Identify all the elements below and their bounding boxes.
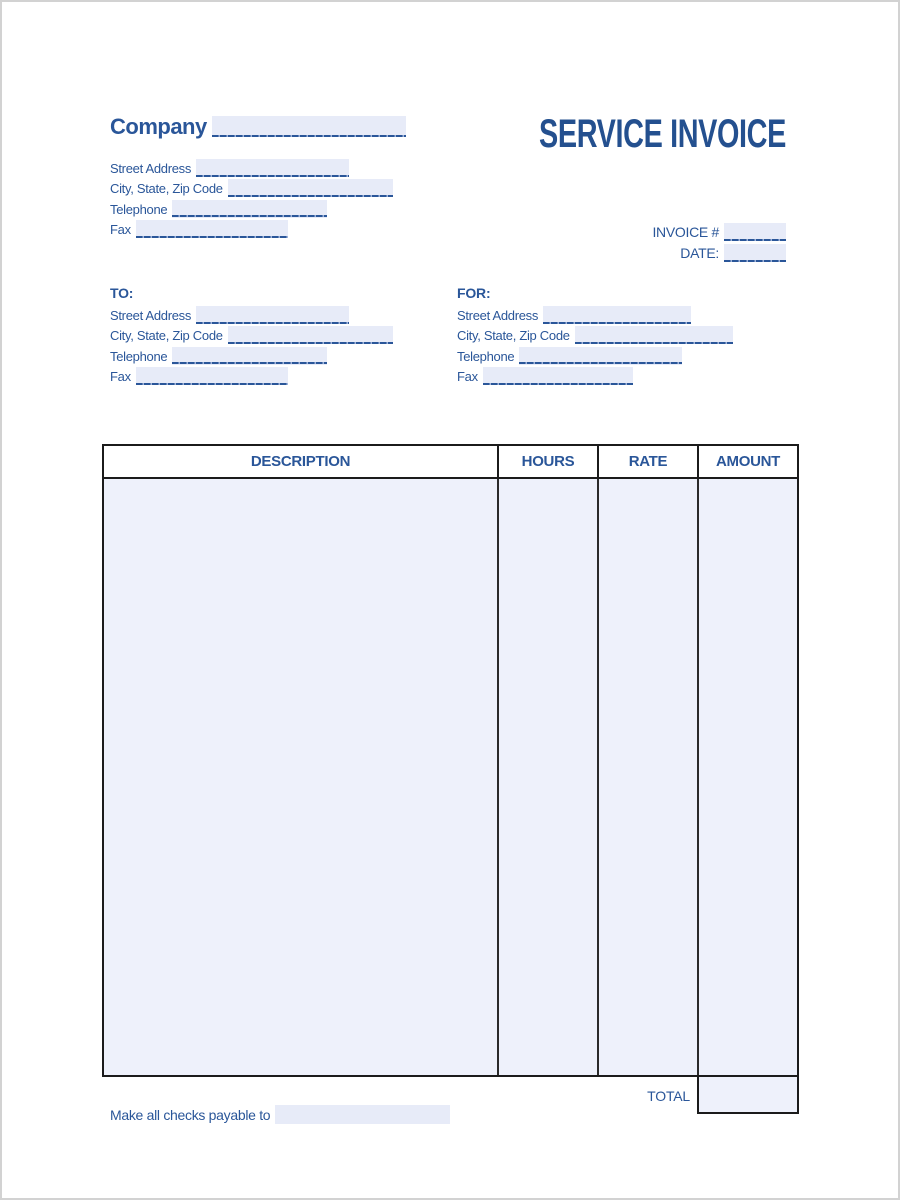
for-street-address-input[interactable]: [543, 306, 691, 324]
field-row: [110, 220, 393, 240]
field-row: [110, 179, 393, 199]
date-label: DATE:: [680, 245, 719, 261]
to-city-state-zip-input[interactable]: [228, 326, 393, 344]
field-row: [110, 159, 393, 179]
to-heading: TO:: [110, 285, 134, 301]
total-amount-input[interactable]: [697, 1077, 799, 1114]
amount-cell[interactable]: [699, 479, 797, 1075]
checks-payable-label: Make all checks payable to: [110, 1107, 271, 1123]
telephone-label: Telephone: [110, 201, 168, 217]
telephone-label: Telephone: [110, 348, 168, 364]
rate-column-header: RATE: [599, 446, 699, 477]
to-fax-input[interactable]: [136, 367, 288, 385]
description-cell[interactable]: [104, 479, 499, 1075]
hours-column-header: HOURS: [499, 446, 599, 477]
table-body: [102, 479, 799, 1077]
company-name-input[interactable]: [212, 116, 406, 137]
company-fax-input[interactable]: [136, 220, 288, 238]
checks-payable-row: [110, 1105, 450, 1125]
field-row: [457, 347, 733, 367]
city-state-zip-label: City, State, Zip Code: [457, 328, 570, 344]
company-telephone-input[interactable]: [172, 200, 327, 218]
field-row: [110, 347, 393, 367]
company-label: Company: [110, 114, 207, 139]
street-address-label: Street Address: [110, 161, 192, 176]
total-label: TOTAL: [647, 1087, 690, 1104]
service-for-section: [457, 285, 733, 388]
telephone-label: Telephone: [457, 348, 515, 364]
invoice-date-row: [652, 243, 786, 264]
company-city-state-zip-input[interactable]: [228, 179, 393, 197]
company-address-block: [110, 159, 393, 241]
field-row: [457, 367, 733, 387]
hours-cell[interactable]: [499, 479, 599, 1075]
to-street-address-input[interactable]: [196, 306, 349, 324]
field-row: [110, 200, 393, 220]
table-header-row: [102, 444, 799, 479]
page-title: SERVICE INVOICE: [539, 112, 786, 156]
street-address-label: Street Address: [457, 308, 539, 323]
company-row: [110, 114, 406, 140]
field-row: [110, 367, 393, 387]
for-address-block: [457, 306, 733, 388]
for-city-state-zip-input[interactable]: [575, 326, 733, 344]
description-column-header: DESCRIPTION: [104, 446, 499, 477]
invoice-date-input[interactable]: [724, 244, 786, 262]
for-fax-input[interactable]: [483, 367, 633, 385]
city-state-zip-label: City, State, Zip Code: [110, 328, 223, 344]
fax-label: Fax: [110, 369, 131, 385]
invoice-meta-block: [652, 222, 786, 264]
field-row: [110, 306, 393, 326]
field-row: [457, 326, 733, 346]
rate-cell[interactable]: [599, 479, 699, 1075]
checks-payable-input[interactable]: [275, 1105, 450, 1124]
amount-column-header: AMOUNT: [715, 453, 781, 470]
for-telephone-input[interactable]: [519, 347, 682, 365]
to-address-block: [110, 306, 393, 388]
street-address-label: Street Address: [110, 308, 192, 323]
invoice-number-label: INVOICE #: [652, 224, 719, 240]
bill-to-section: [110, 285, 393, 388]
company-street-address-input[interactable]: [196, 159, 349, 177]
field-row: [457, 306, 733, 326]
invoice-number-input[interactable]: [724, 223, 786, 241]
invoice-number-row: [652, 222, 786, 243]
fax-label: Fax: [457, 369, 478, 385]
to-telephone-input[interactable]: [172, 347, 327, 365]
for-heading: FOR:: [457, 285, 491, 301]
city-state-zip-label: City, State, Zip Code: [110, 181, 223, 197]
field-row: [110, 326, 393, 346]
line-items-table: [102, 444, 799, 1114]
fax-label: Fax: [110, 222, 131, 238]
